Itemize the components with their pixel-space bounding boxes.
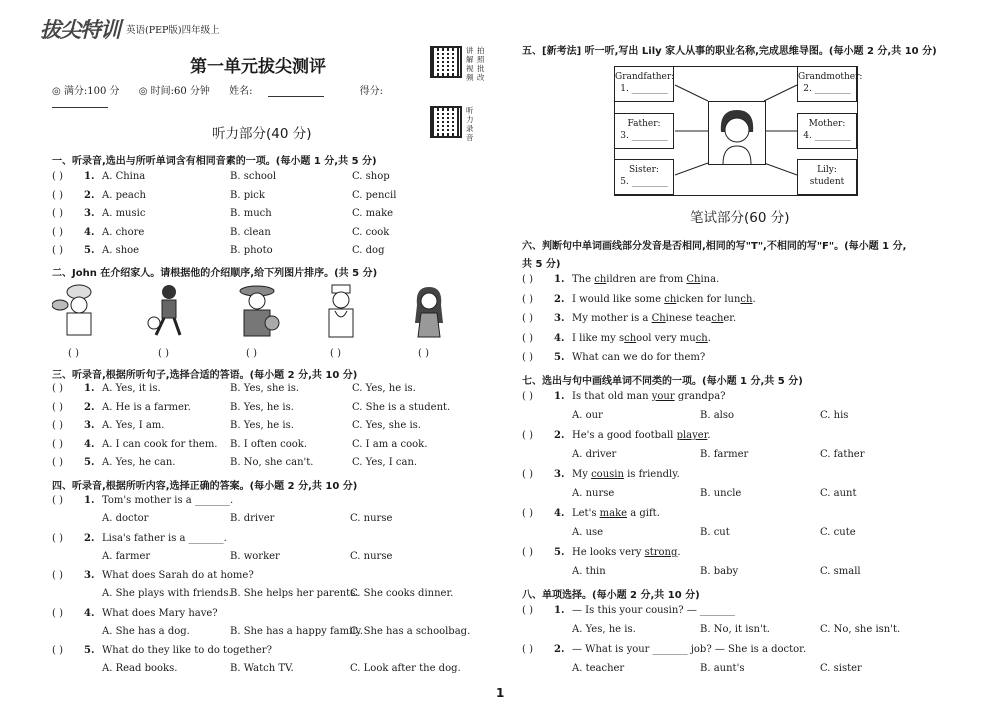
option-c: C. his (820, 410, 849, 421)
option-c: C. make (352, 208, 394, 219)
mind-map (614, 66, 863, 196)
answer-paren[interactable]: ( ) (52, 245, 63, 256)
option-c: C. aunt (820, 488, 857, 499)
question-text: My mother is a Chinese teacher. (572, 313, 737, 324)
option-b: B. photo (230, 245, 273, 256)
option-c: C. small (820, 566, 861, 577)
option-a: A. teacher (572, 663, 625, 674)
option-a: A. doctor (102, 513, 149, 524)
question-text: Tom's mother is a _______. (102, 495, 234, 506)
option-b: B. She helps her parents. (230, 588, 359, 599)
option-c: C. nurse (350, 550, 393, 562)
answer-paren[interactable]: ( ) (418, 348, 429, 359)
option-b: B. driver (230, 513, 275, 524)
answer-paren[interactable]: ( ) (522, 605, 533, 616)
answer-blank[interactable]: 3. ________ (620, 131, 668, 141)
sister-box: Sister: 5. ________ (614, 159, 674, 195)
exam-info (52, 82, 480, 108)
lily-box: Lily: student (797, 159, 857, 195)
section-heading: 四、听录音,根据所听内容,选择正确的答案。(每小题 2 分,共 10 分) (52, 481, 358, 492)
answer-paren[interactable]: ( ) (522, 293, 533, 305)
woman-picture (402, 283, 456, 339)
option-c: C. nurse (350, 513, 393, 524)
question-text: — Is this your cousin? — _______ (572, 605, 736, 616)
answer-paren[interactable]: ( ) (522, 391, 533, 402)
option-c: C. shop (352, 171, 390, 182)
option-b: B. baby (700, 566, 739, 577)
option-a: A. chore (102, 226, 145, 238)
section-heading: 八、单项选择。(每小题 2 分,共 10 分) (522, 590, 700, 601)
underlined-word: strong (644, 547, 678, 558)
qr-code-icon[interactable] (430, 46, 462, 78)
question-number: 3. (554, 313, 565, 324)
question-number: 4. (84, 607, 95, 619)
option-c: C. Yes, he is. (352, 383, 416, 394)
section-heading: 三、听录音,根据所听句子,选择合适的答语。(每小题 2 分,共 10 分) (52, 370, 358, 381)
option-b: B. Yes, he is. (230, 401, 294, 413)
option-b: B. clean (230, 226, 271, 238)
option-b: B. pick (230, 189, 265, 201)
question-number: 1. (554, 391, 565, 402)
question-text: What does Mary have? (102, 607, 218, 619)
answer-paren[interactable]: ( ) (52, 457, 63, 468)
qr-code-icon[interactable] (430, 106, 462, 138)
answer-paren[interactable]: ( ) (52, 438, 63, 450)
picture-row (52, 283, 492, 343)
qr-label: 讲解视频 (466, 46, 474, 82)
option-b: B. cut (700, 527, 730, 538)
question-text: What do they like to do together? (102, 645, 272, 656)
question-number: 2. (84, 532, 95, 544)
option-a: A. I can cook for them. (102, 438, 218, 450)
option-a: A. China (102, 171, 146, 182)
section-heading: 共 5 分) (522, 259, 561, 270)
answer-paren[interactable]: ( ) (522, 469, 533, 480)
underlined-part: ch (695, 332, 708, 344)
question-text: What can we do for them? (572, 352, 706, 363)
edition-label: 英语(PEP版)四年级上 (126, 25, 220, 36)
option-a: A. Read books. (102, 663, 178, 674)
option-c: C. I am a cook. (352, 438, 428, 450)
question-text: Let's make a gift. (572, 508, 660, 519)
option-c: C. Yes, she is. (352, 420, 421, 431)
option-a: A. nurse (572, 488, 615, 499)
answer-paren[interactable]: ( ) (522, 313, 533, 324)
lily-portrait (708, 101, 766, 165)
question-number: 1. (84, 495, 95, 506)
answer-paren[interactable]: ( ) (52, 420, 63, 431)
question-text: Lisa's father is a _______. (102, 532, 227, 544)
question-number: 2. (84, 401, 95, 413)
answer-paren[interactable]: ( ) (52, 607, 63, 619)
answer-paren[interactable]: ( ) (522, 644, 533, 655)
option-a: A. Yes, he is. (572, 624, 636, 635)
grandfather-box: Grandfather: 1. ________ (614, 66, 674, 102)
option-b: B. school (230, 171, 277, 182)
option-c: C. pencil (352, 189, 397, 201)
option-c: C. She has a schoolbag. (350, 625, 471, 637)
writing-heading: 笔试部分(60 分) (690, 210, 790, 226)
underlined-part: ch (664, 293, 677, 305)
score-label: 得分: (359, 86, 384, 97)
question-number: 2. (554, 430, 565, 441)
option-b: B. worker (230, 550, 280, 562)
question-text: The children are from China. (572, 274, 720, 285)
underlined-part: ch (594, 274, 607, 285)
option-a: A. She plays with friends. (102, 588, 232, 599)
father-box: Father: 3. ________ (614, 113, 674, 149)
underlined-part: ch (624, 332, 637, 344)
answer-paren[interactable]: ( ) (52, 226, 63, 238)
option-b: B. also (700, 410, 735, 421)
answer-paren[interactable]: ( ) (52, 532, 63, 544)
answer-blank[interactable]: 2. ________ (803, 84, 851, 94)
option-b: B. Yes, she is. (230, 383, 300, 394)
option-a: A. Yes, it is. (102, 383, 161, 394)
option-c: C. cute (820, 527, 856, 538)
underlined-part: ch (740, 293, 753, 305)
option-a: A. farmer (102, 550, 151, 562)
question-text: My cousin is friendly. (572, 469, 680, 480)
option-b: B. No, she can't. (230, 457, 314, 468)
doctor-picture (314, 283, 368, 339)
option-b: B. much (230, 208, 272, 219)
listening-heading: 听力部分(40 分) (212, 126, 312, 142)
answer-paren[interactable]: ( ) (52, 495, 63, 506)
question-number: 1. (554, 605, 565, 616)
option-a: A. driver (572, 449, 617, 460)
answer-paren[interactable]: ( ) (522, 274, 533, 285)
option-c: C. She cooks dinner. (350, 588, 454, 599)
answer-paren[interactable]: ( ) (522, 547, 533, 558)
option-b: B. Watch TV. (230, 663, 294, 674)
option-b: B. I often cook. (230, 438, 307, 450)
option-b: B. She has a happy family. (230, 625, 364, 637)
score-field[interactable] (52, 97, 108, 108)
girl-icon (709, 102, 765, 164)
underlined-part: Ch (686, 274, 701, 285)
qr-label: 听力录音 (466, 106, 474, 142)
option-b: B. No, it isn't. (700, 624, 770, 635)
question-text: Is that old man your grandpa? (572, 391, 726, 402)
chef-picture (52, 283, 106, 339)
page-number: 1 (496, 686, 505, 700)
answer-paren[interactable]: ( ) (52, 171, 63, 182)
qr-label: 拍照批改 (477, 46, 485, 82)
grandmother-box: Grandmother: 2. ________ (797, 66, 857, 102)
question-number: 4. (84, 438, 95, 450)
option-c: C. Yes, I can. (352, 457, 418, 468)
question-number: 2. (554, 293, 565, 305)
mother-box: Mother: 4. ________ (797, 113, 857, 149)
section-heading: 六、判断句中单词画线部分发音是否相同,相同的写"T",不相同的写"F"。(每小题 1 分, (522, 241, 907, 252)
brand-logo: 拔尖特训 (40, 18, 120, 42)
question-number: 3. (84, 420, 95, 431)
option-a: A. peach (102, 189, 146, 201)
answer-blank[interactable]: 1. ________ (620, 84, 668, 94)
answer-paren[interactable]: ( ) (52, 189, 63, 201)
answer-paren[interactable]: ( ) (522, 352, 533, 363)
answer-blank[interactable]: 4. ________ (803, 131, 851, 141)
option-a: A. Yes, I am. (102, 420, 165, 431)
option-a: A. She has a dog. (102, 625, 190, 637)
option-a: A. music (102, 208, 146, 219)
question-number: 3. (84, 570, 95, 581)
option-a: A. use (572, 527, 604, 538)
right-column (522, 0, 962, 700)
answer-paren[interactable]: ( ) (158, 348, 169, 359)
question-number: 1. (84, 171, 95, 182)
section-heading: 一、听录音,选出与所听单词含有相同音素的一项。(每小题 1 分,共 5 分) (52, 156, 377, 167)
question-number: 5. (84, 457, 95, 468)
full-marks: ◎ 满分:100 分 (52, 86, 120, 97)
farmer-picture (230, 283, 284, 339)
answer-paren[interactable]: ( ) (52, 208, 63, 219)
option-c: C. She is a student. (352, 401, 451, 413)
option-a: A. shoe (102, 245, 140, 256)
question-number: 2. (554, 644, 565, 655)
answer-blank[interactable]: 5. ________ (620, 177, 668, 187)
underlined-word: player (676, 430, 708, 441)
question-number: 5. (554, 547, 565, 558)
left-column (40, 0, 485, 700)
answer-paren[interactable]: ( ) (246, 348, 257, 359)
question-text: I would like some chicken for lunch. (572, 293, 756, 305)
section-heading: 二、John 在介绍家人。请根据他的介绍顺序,给下列图片排序。(共 5 分) (52, 268, 378, 279)
boy-football-picture (142, 283, 196, 339)
question-number: 3. (84, 208, 95, 219)
question-number: 3. (554, 469, 565, 480)
answer-paren[interactable]: ( ) (330, 348, 341, 359)
answer-paren[interactable]: ( ) (522, 332, 533, 344)
question-text: I like my school very much. (572, 332, 711, 344)
underlined-word: your (651, 391, 675, 402)
answer-paren[interactable]: ( ) (522, 430, 533, 441)
underlined-word: cousin (591, 469, 624, 480)
option-c: C. sister (820, 663, 862, 674)
question-number: 4. (554, 508, 565, 519)
answer-paren[interactable]: ( ) (68, 348, 79, 359)
question-number: 4. (84, 226, 95, 238)
section-heading: 五、[新考法] 听一听,写出 Lily 家人从事的职业名称,完成思维导图。(每小题 2 分,共 10 分) (522, 46, 937, 57)
answer-paren[interactable]: ( ) (52, 570, 63, 581)
question-number: 5. (84, 245, 95, 256)
question-number: 5. (554, 352, 565, 363)
question-text: He's a good football player. (572, 430, 711, 441)
question-number: 1. (84, 383, 95, 394)
option-b: B. aunt's (700, 663, 745, 674)
option-c: C. No, she isn't. (820, 624, 901, 635)
answer-paren[interactable]: ( ) (52, 383, 63, 394)
option-c: C. father (820, 449, 865, 460)
option-a: A. He is a farmer. (102, 401, 191, 413)
answer-paren[interactable]: ( ) (52, 645, 63, 656)
option-b: B. farmer (700, 449, 749, 460)
option-a: A. Yes, he can. (102, 457, 176, 468)
option-c: C. cook (352, 226, 390, 238)
question-text: He looks very strong. (572, 547, 681, 558)
answer-paren[interactable]: ( ) (522, 508, 533, 519)
option-c: C. dog (352, 245, 385, 256)
time-limit: ◎ 时间:60 分钟 (138, 86, 210, 97)
question-text: What does Sarah do at home? (102, 570, 254, 581)
option-b: B. uncle (700, 488, 742, 499)
question-number: 5. (84, 645, 95, 656)
question-number: 1. (554, 274, 565, 285)
option-a: A. our (572, 410, 603, 421)
underlined-part: Ch (651, 313, 666, 324)
section-heading: 七、选出与句中画线单词不同类的一项。(每小题 1 分,共 5 分) (522, 376, 803, 387)
name-field[interactable] (268, 86, 324, 97)
answer-paren[interactable]: ( ) (52, 401, 63, 413)
underlined-part: ch (711, 313, 724, 324)
question-number: 2. (84, 189, 95, 201)
page-title: 第一单元拔尖测评 (190, 57, 326, 77)
name-label: 姓名: (229, 86, 253, 97)
question-number: 4. (554, 332, 565, 344)
underlined-word: make (599, 508, 628, 519)
option-b: B. Yes, he is. (230, 420, 294, 431)
option-a: A. thin (572, 566, 606, 577)
option-c: C. Look after the dog. (350, 663, 461, 674)
question-text: — What is your _______ job? — She is a doctor. (572, 644, 807, 655)
